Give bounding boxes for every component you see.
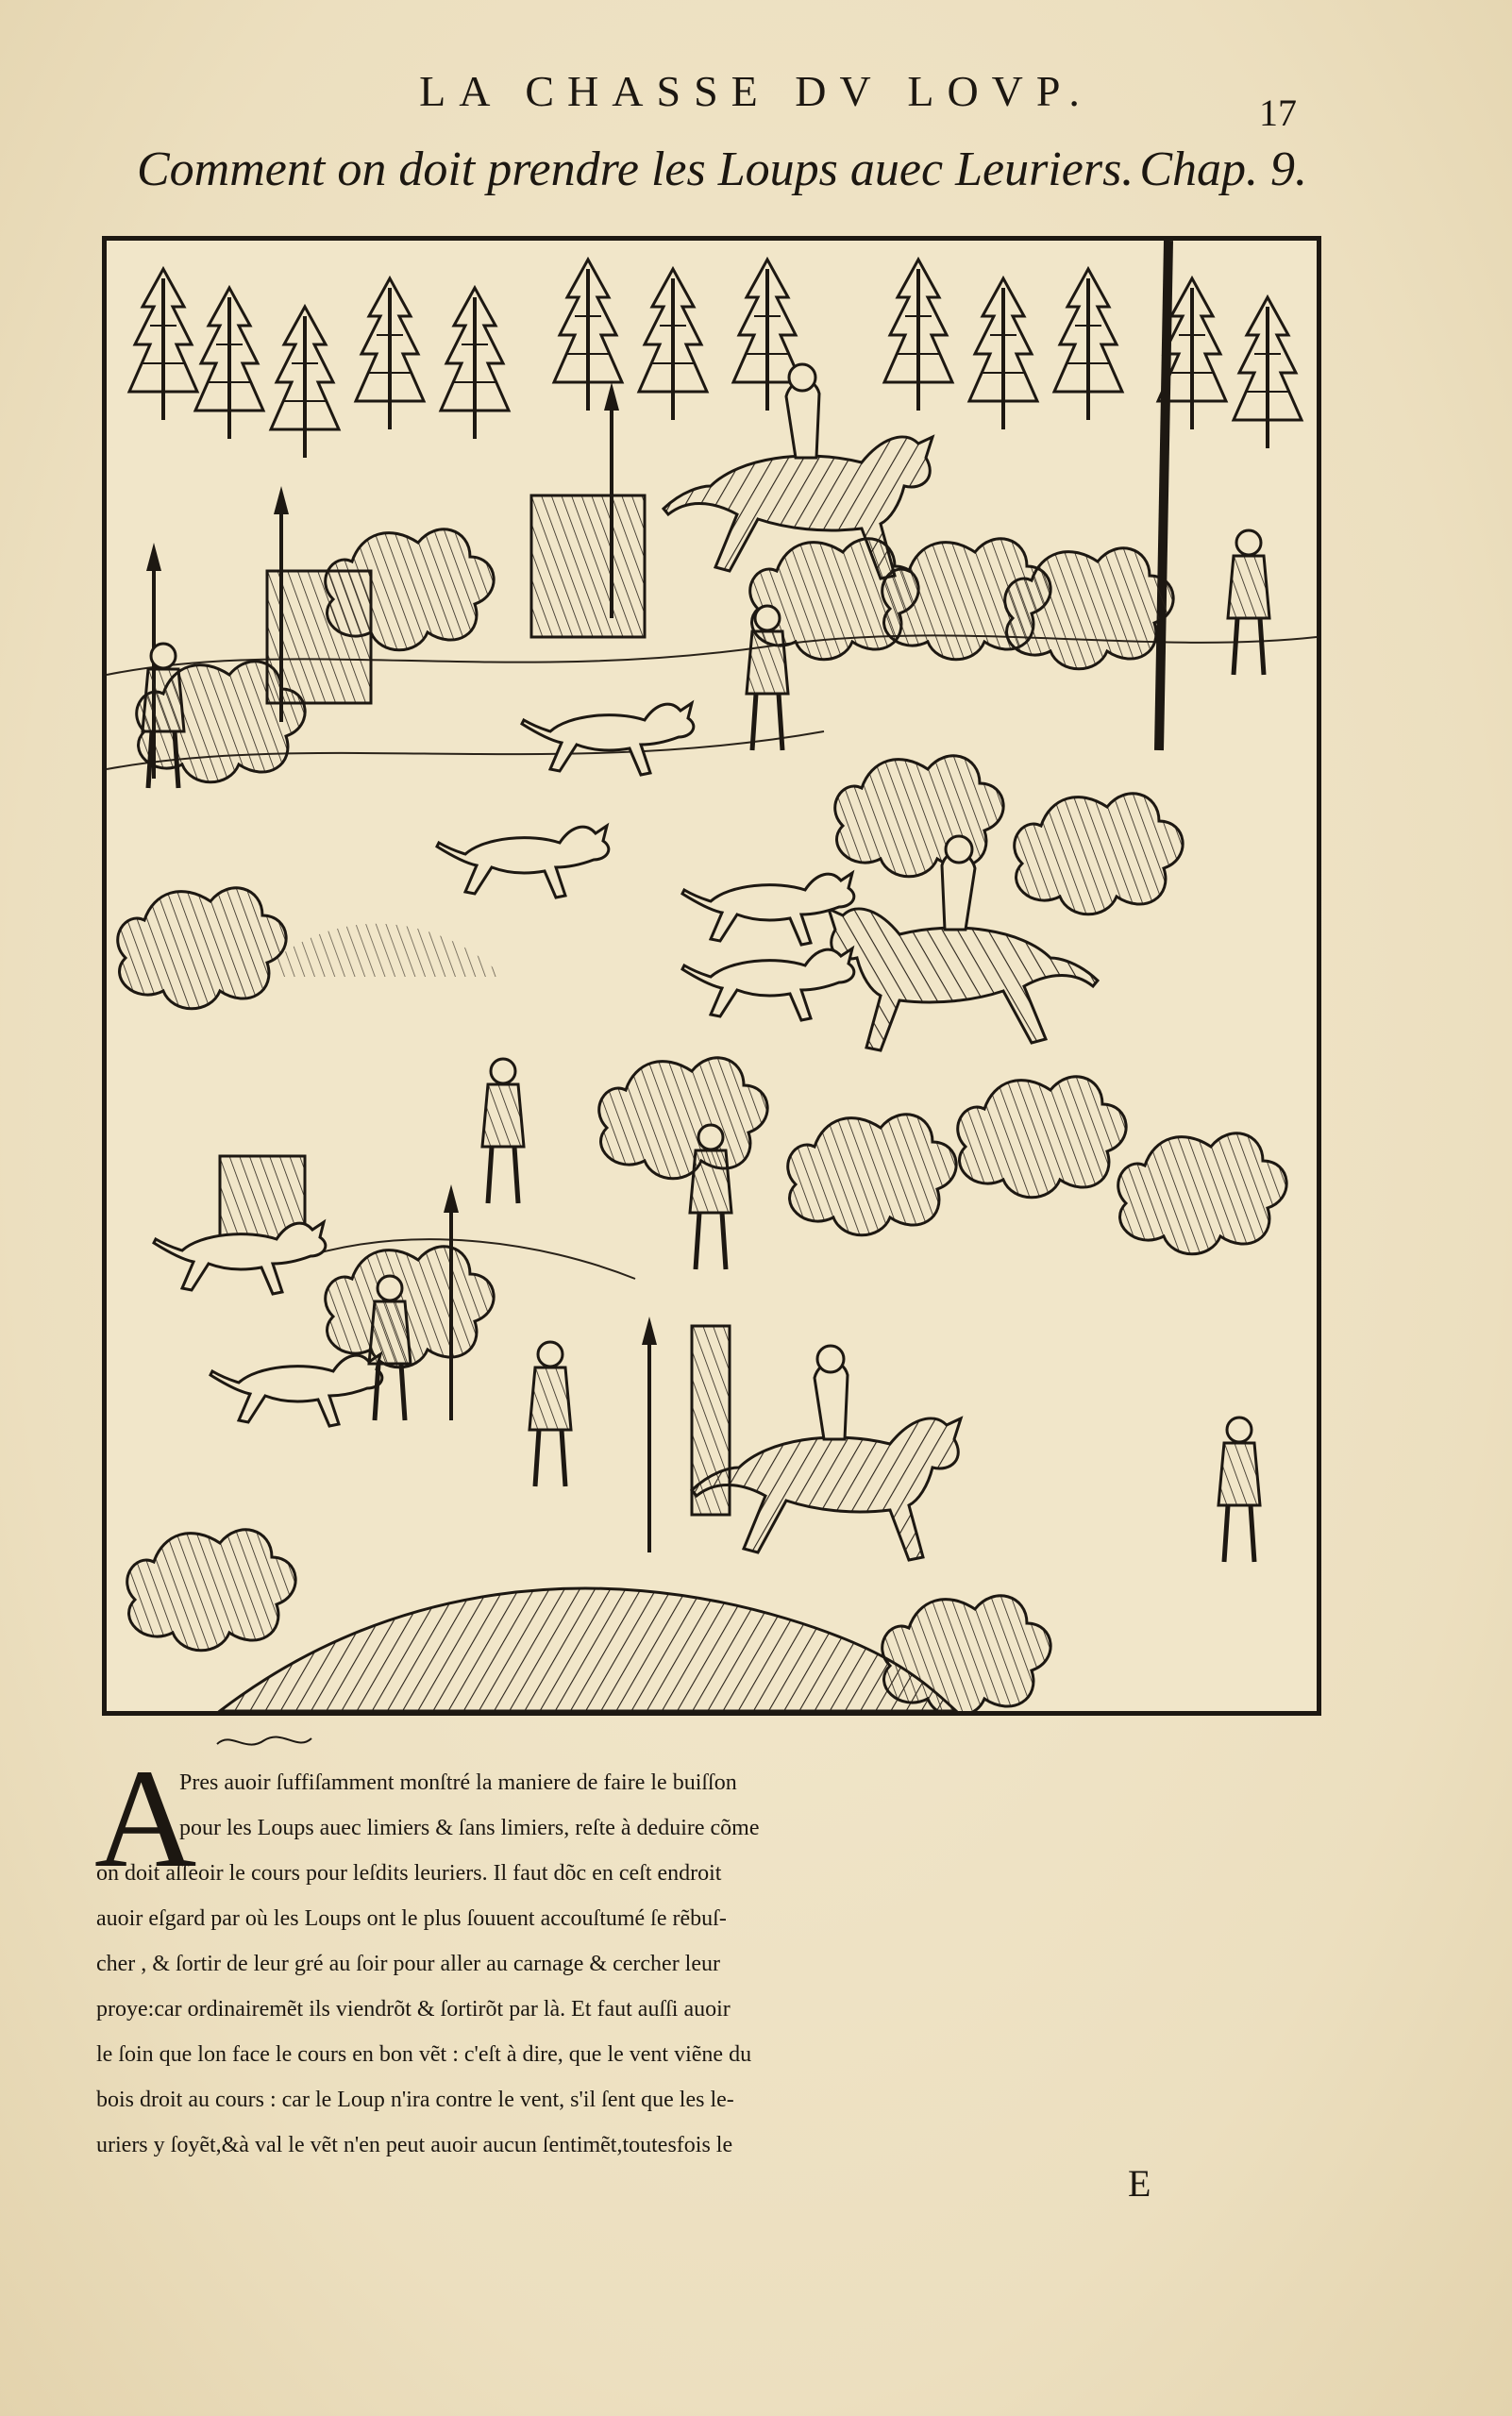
page-number: 17 xyxy=(1259,92,1297,134)
body-line: on doit aſſeoir le cours pour leſdits leuriers. Il faut dõc en ceſt endroit xyxy=(96,1861,722,1886)
body-line: Pres auoir ſuffiſamment monſtré la maniere de faire le buiſſon xyxy=(179,1770,737,1795)
chapter-title: Comment on doit prendre les Loups auec Leuriers. xyxy=(137,143,1134,196)
catchword: E xyxy=(1128,2162,1151,2205)
flourish-ornament-icon xyxy=(212,1727,316,1755)
drop-cap: A xyxy=(94,1740,197,1897)
body-line: pour les Loups auec limiers & ſans limiers, reſte à deduire cõme xyxy=(179,1816,760,1840)
body-line: le ſoin que lon face le cours en bon vẽt : c'eſt à dire, que le vent viẽne du xyxy=(96,2042,752,2067)
chapter-heading xyxy=(137,142,1307,197)
woodcut-illustration xyxy=(102,236,1321,1716)
body-line: bois droit au cours : car le Loup n'ira contre le vent, s'il ſent que les le- xyxy=(96,2088,734,2112)
woodcut-wolf-hunt-icon xyxy=(107,241,1317,1711)
body-line: cher , & ſortir de leur gré au ſoir pour aller au carnage & cercher leur xyxy=(96,1952,720,1976)
chapter-number: Chap. 9. xyxy=(1139,143,1307,196)
body-line: proye:car ordinairemẽt ils viendrõt & ſortirõt par là. Et faut auſſi auoir xyxy=(96,1997,731,2022)
body-line: uriers y ſoyẽt,&à val le vẽt n'en peut auoir aucun ſentimẽt,toutesfois le xyxy=(96,2133,733,2157)
running-head: LA CHASSE DV LOVP. xyxy=(419,67,1093,115)
body-line: auoir eſgard par où les Loups ont le plus ſouuent accouſtumé ſe rẽbuſ- xyxy=(96,1906,727,1931)
